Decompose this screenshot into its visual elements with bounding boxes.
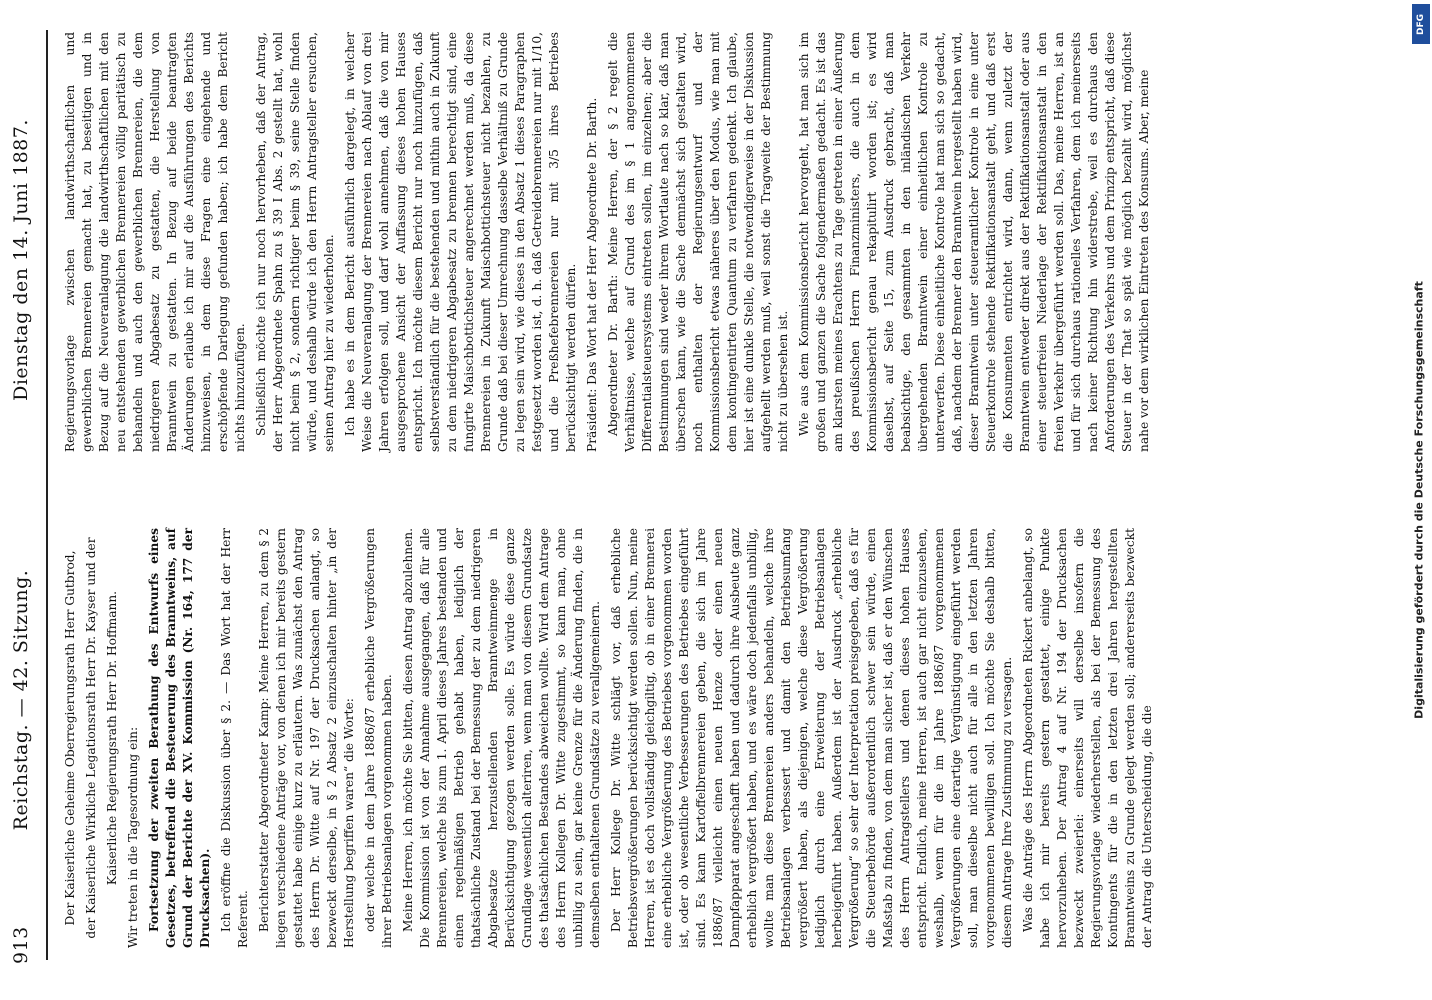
- right-running-title: Dienstag den 14. Juni 1887.: [10, 119, 32, 401]
- paragraph: Was die Anträge des Herrn Abgeordneten Rickert anbelangt, so habe ich mir bereits gestern gestattet, einige Punkte hervorzuheben. Der Antrag 4 auf Nr. 194 der Drucksachen bezweckt zweierlei: einerseits will derselbe insofern die Regierungsvorlage wiederherstellen, als bei der Bemessung des Kontingents für die in den letzten drei Jahren hergestellten Branntweins zu Grunde gelegt werden soll; andererseits bezweckt der Antrag die Unterscheidung, die die: [1021, 528, 1154, 948]
- paragraph: Fortsetzung der zweiten Berathung des Entwurfs eines Gesetzes, betreffend die Besteuerung des Branntweins, auf Grund der Berichte der XV. Kommission (Nr. 164, 177 der Drucksachen).: [147, 528, 212, 948]
- paragraph: Präsident: Das Wort hat der Herr Abgeordnete Dr. Barth.: [585, 97, 599, 452]
- paragraph: Ich habe es in dem Bericht ausführlich dargelegt, in welcher Weise die Neuveranlagung der Brennereien nach Ablauf von drei Jahren erfolgen soll, und darf wohl annehmen, daß die von mir ausgesprochene Ansicht der Auffassung dieses hohen Hauses entspricht. Ich möchte diesem Bericht nur noch hinzufügen, daß selbstverständlich für die bestehenden und mithin auch in Zukunft zu dem niedrigeren Abgabesatz zu brennen berechtigt sind, eine fungirte Maischbottichsteuer angerechnet werden muß, da diese Brennereien in Zukunft Maischbottichsteuer nicht bezahlen, zu Grunde daß bei dieser Umrechnung dasselbe Verhältniß zu Grunde zu legen sein wird, wie dieses in den Absatz 1 dieses Paragraphen festgesetzt worden ist, d. h. daß Getreidebrennereien nur mit 1/10, und die Preßhefebrennereien nur mit 3/5 ihres Betriebes berücksichtigt werden dürfen.: [343, 32, 578, 452]
- paragraph: Regierungsvorlage zwischen landwirthschaftlichen und gewerblichen Brennereien gemacht hat, zu beseitigen und in Bezug auf die Neuveranlagung die landwirthschaftlichen mit den neu entstehenden gewerblichen Brennereien völlig paritätisch zu behandeln und auch den gewerblichen Brennereien, die dem niedrigeren Abgabesatz zu gestatten, die Herstellung von Branntwein zu gestatten. In Bezug auf beide beantragten Änderungen erlaube ich mir auf die Ausführungen des Berichts hinzuweisen, in dem diese Fragen eine eingehende und erschöpfende Darlegung gefunden haben; ich habe dem Bericht nichts hinzuzufügen.: [63, 32, 247, 452]
- paragraph: Wie aus dem Kommissionsbericht hervorgeht, hat man sich im großen und ganzen die Sache folgendermaßen gedacht. Es ist das am klarsten meines Erachtens zu Tage getreten in einer Äußerung des preußischen Herrn Finanzministers, die auch in dem Kommissionsbericht genau rekapitulirt worden ist; es wird daselbst, auf Seite 15, zum Ausdruck gebracht, daß man beabsichtige, den gesammten in den inländischen Verkehr übergehenden Branntwein einer einheitlichen Kontrole zu unterwerfen. Diese einheitliche Kontrole hat man sich so gedacht, daß, nachdem der Brenner den Branntwein hergestellt haben wird, dieser Branntwein unter steueramtlicher Kontrole in eine unter Steuerkontrole stehende Rektifikationsanstalt geht, und daß erst die Konsumenten entrichtet wird, dann, wenn zuletzt der Branntwein entweder direkt aus der Rektifikationsanstalt oder aus einer steuerfreien Niederlage der Rektifikationsanstalt in den freien Verkehr übergeführt werden soll. Das, meine Herren, ist an und für sich durchaus rationelles Verfahren, dem ich meinerseits nach keiner Richtung hin widerstrebe, weil es durchaus den Anforderungen des Verkehrs und dem Prinzip entspricht, daß diese Steuer in der That so spät wie möglich bezahlt wird, möglichst nahe vor dem wirklichen Eintreten des Konsums. Aber, meine: [797, 32, 1151, 452]
- paragraph: Abgeordneter Dr. Barth: Meine Herren, der § 2 regelt die Verhältnisse, welche auf Grund des im § 1 angenommenen Differentialsteuersystems eintreten sollen, im einzelnen; aber die Bestimmungen sind weder ihrem Wortlaute nach so klar, daß man überschen kann, wie die Sache demnächst sich gestalten wird, noch enthalten der Regierungsentwurf und der Kommissionsbericht etwas näheres über den Modus, wie man mit dem kontingentirten Quantum zu verfahren gedenkt. Ich glaube, hier ist eine dunkle Stelle, die notwendigerweise in der Diskussion aufgehellt werden muß, weil sonst die Tragweite der Bestimmung nicht zu übersehen ist.: [606, 32, 790, 452]
- paragraph: Der Herr Kollege Dr. Witte schlägt vor, daß erhebliche Betriebsvergrößerungen berücksichtigt werden sollen. Nun, meine Herren, ist es doch vollständig gleichgiltig, ob in einer Brennerei eine erhebliche Vergrößerung des Betriebes vorgenommen worden ist, oder ob wesentliche Verbesserungen des Betriebes eingeführt sind. Es kann Kartoffelbrennereien geben, die sich im Jahre 1886/87 vielleicht einen neuen Henze oder einen neuen Dampfapparat angeschafft haben und dadurch ihre Ausbeute ganz erheblich vergrößert haben, und es wäre doch jedenfalls unbillig, wollte man diese Brennereien anders behandeln, welche ihre Betriebsanlagen verbessert und damit den Betriebsumfang vergrößert haben, als diejenigen, welche diese Vergrößerung lediglich durch eine Erweiterung der Betriebsanlagen herbeigeführt haben. Außerdem ist der Ausdruck „erhebliche Vergrößerung“ so sehr der Interpretation preisgegeben, daß es für die Steuerbehörde außerordentlich schwer sein würde, einen Maßstab zu finden, von dem man sicher ist, daß er den Wünschen des Herrn Antragstellers und denen dieses hohen Hauses entspricht. Endlich, meine Herren, ist auch gar nicht einzusehen, weshalb, wenn für die im Jahre 1886/87 vorgenommenen Vergrößerungen eine derartige Vergünstigung eingeführt werden soll, man dieselbe nicht auch für alle in den letzten Jahren vorgenommenen bewilligen soll. Ich möchte Sie deshalb bitten, diesem Antrage Ihre Zustimmung zu versagen.: [609, 528, 1014, 948]
- digitization-credit-strip: [1406, 0, 1432, 1000]
- left-text-column: [62, 528, 1160, 948]
- paragraph: Ich eröffne die Diskussion über § 2. — Das Wort hat der Herr Referent.: [219, 528, 250, 948]
- digitization-credit-text: Digitalisierung gefördert durch die Deutsche Forschungsgemeinschaft: [1412, 281, 1426, 719]
- paragraph: Meine Herren, ich möchte Sie bitten, diesen Antrag abzulehnen. Die Kommission ist von der Annahme ausgegangen, daß für alle Brennereien, welche bis zum 1. April dieses Jahres bestanden und einen regelmäßigen Betrieb gehabt haben, lediglich der thatsächliche Zustand bei der Bemessung der zu dem niedrigeren Abgabesatze herzustellenden Branntweinmenge in Berücksichtigung gezogen werden solle. Es würde diese ganze Grundlage wesentlich alteriren, wenn man von diesem Grundsatze des thatsächlichen Bestandes abweichen wollte. Wird dem Antrage des Herrn Kollegen Dr. Witte zugestimmt, so kann man, ohne unbillig zu sein, gar keine Grenze für die Änderung finden, die in demselben enthaltenen Grundsätze zu verallgemeinern.: [401, 528, 602, 948]
- page-number: 913: [10, 926, 32, 964]
- paragraph: Kaiserliche Regierungsrath Herr Dr. Hoffmann.: [105, 590, 119, 886]
- paragraph: Der Kaiserliche Geheime Oberregierungsrath Herr Gutbrod,: [63, 550, 77, 926]
- left-running-title: Reichstag. — 42. Sitzung.: [10, 569, 32, 831]
- right-text-column: [62, 32, 1157, 452]
- paragraph: Wir treten in die Tagesordnung ein:: [126, 726, 140, 948]
- paragraph: der Kaiserliche Wirkliche Legationsrath Herr Dr. Kayser und der: [84, 537, 98, 939]
- page-header: [0, 0, 54, 1000]
- dfg-logo-badge: DFG: [1412, 4, 1430, 44]
- paragraph: Berichterstatter Abgeordneter Kamp: Meine Herren, zu dem § 2 liegen verschiedene Anträge vor, von denen ich mir bereits gestern gestattet habe einige kurz zu erläutern. Was zunächst den Antrag des Herrn Dr. Witte auf Nr. 197 der Drucksachen anlangt, so bezweckt derselbe, in § 2 Absatz 2 einzuschalten hinter „in der Herstellung begriffen waren“ die Worte:: [257, 528, 356, 948]
- header-rule: [46, 30, 48, 960]
- paragraph: Schließlich möchte ich nur noch hervorheben, daß der Antrag, der Herr Abgeordnete Spahn zu § 39 I Abs. 2 gestellt hat, wohl nicht beim § 2, sondern richtiger beim § 39, seine Stelle finden würde, und deshalb würde ich den Herrn Antragsteller ersuchen, seinen Antrag hier zu wiederholen.: [254, 32, 336, 452]
- paragraph: oder welche in dem Jahre 1886/87 erhebliche Vergrößerungen ihrer Betriebsanlagen vorgenommen haben.: [363, 528, 394, 948]
